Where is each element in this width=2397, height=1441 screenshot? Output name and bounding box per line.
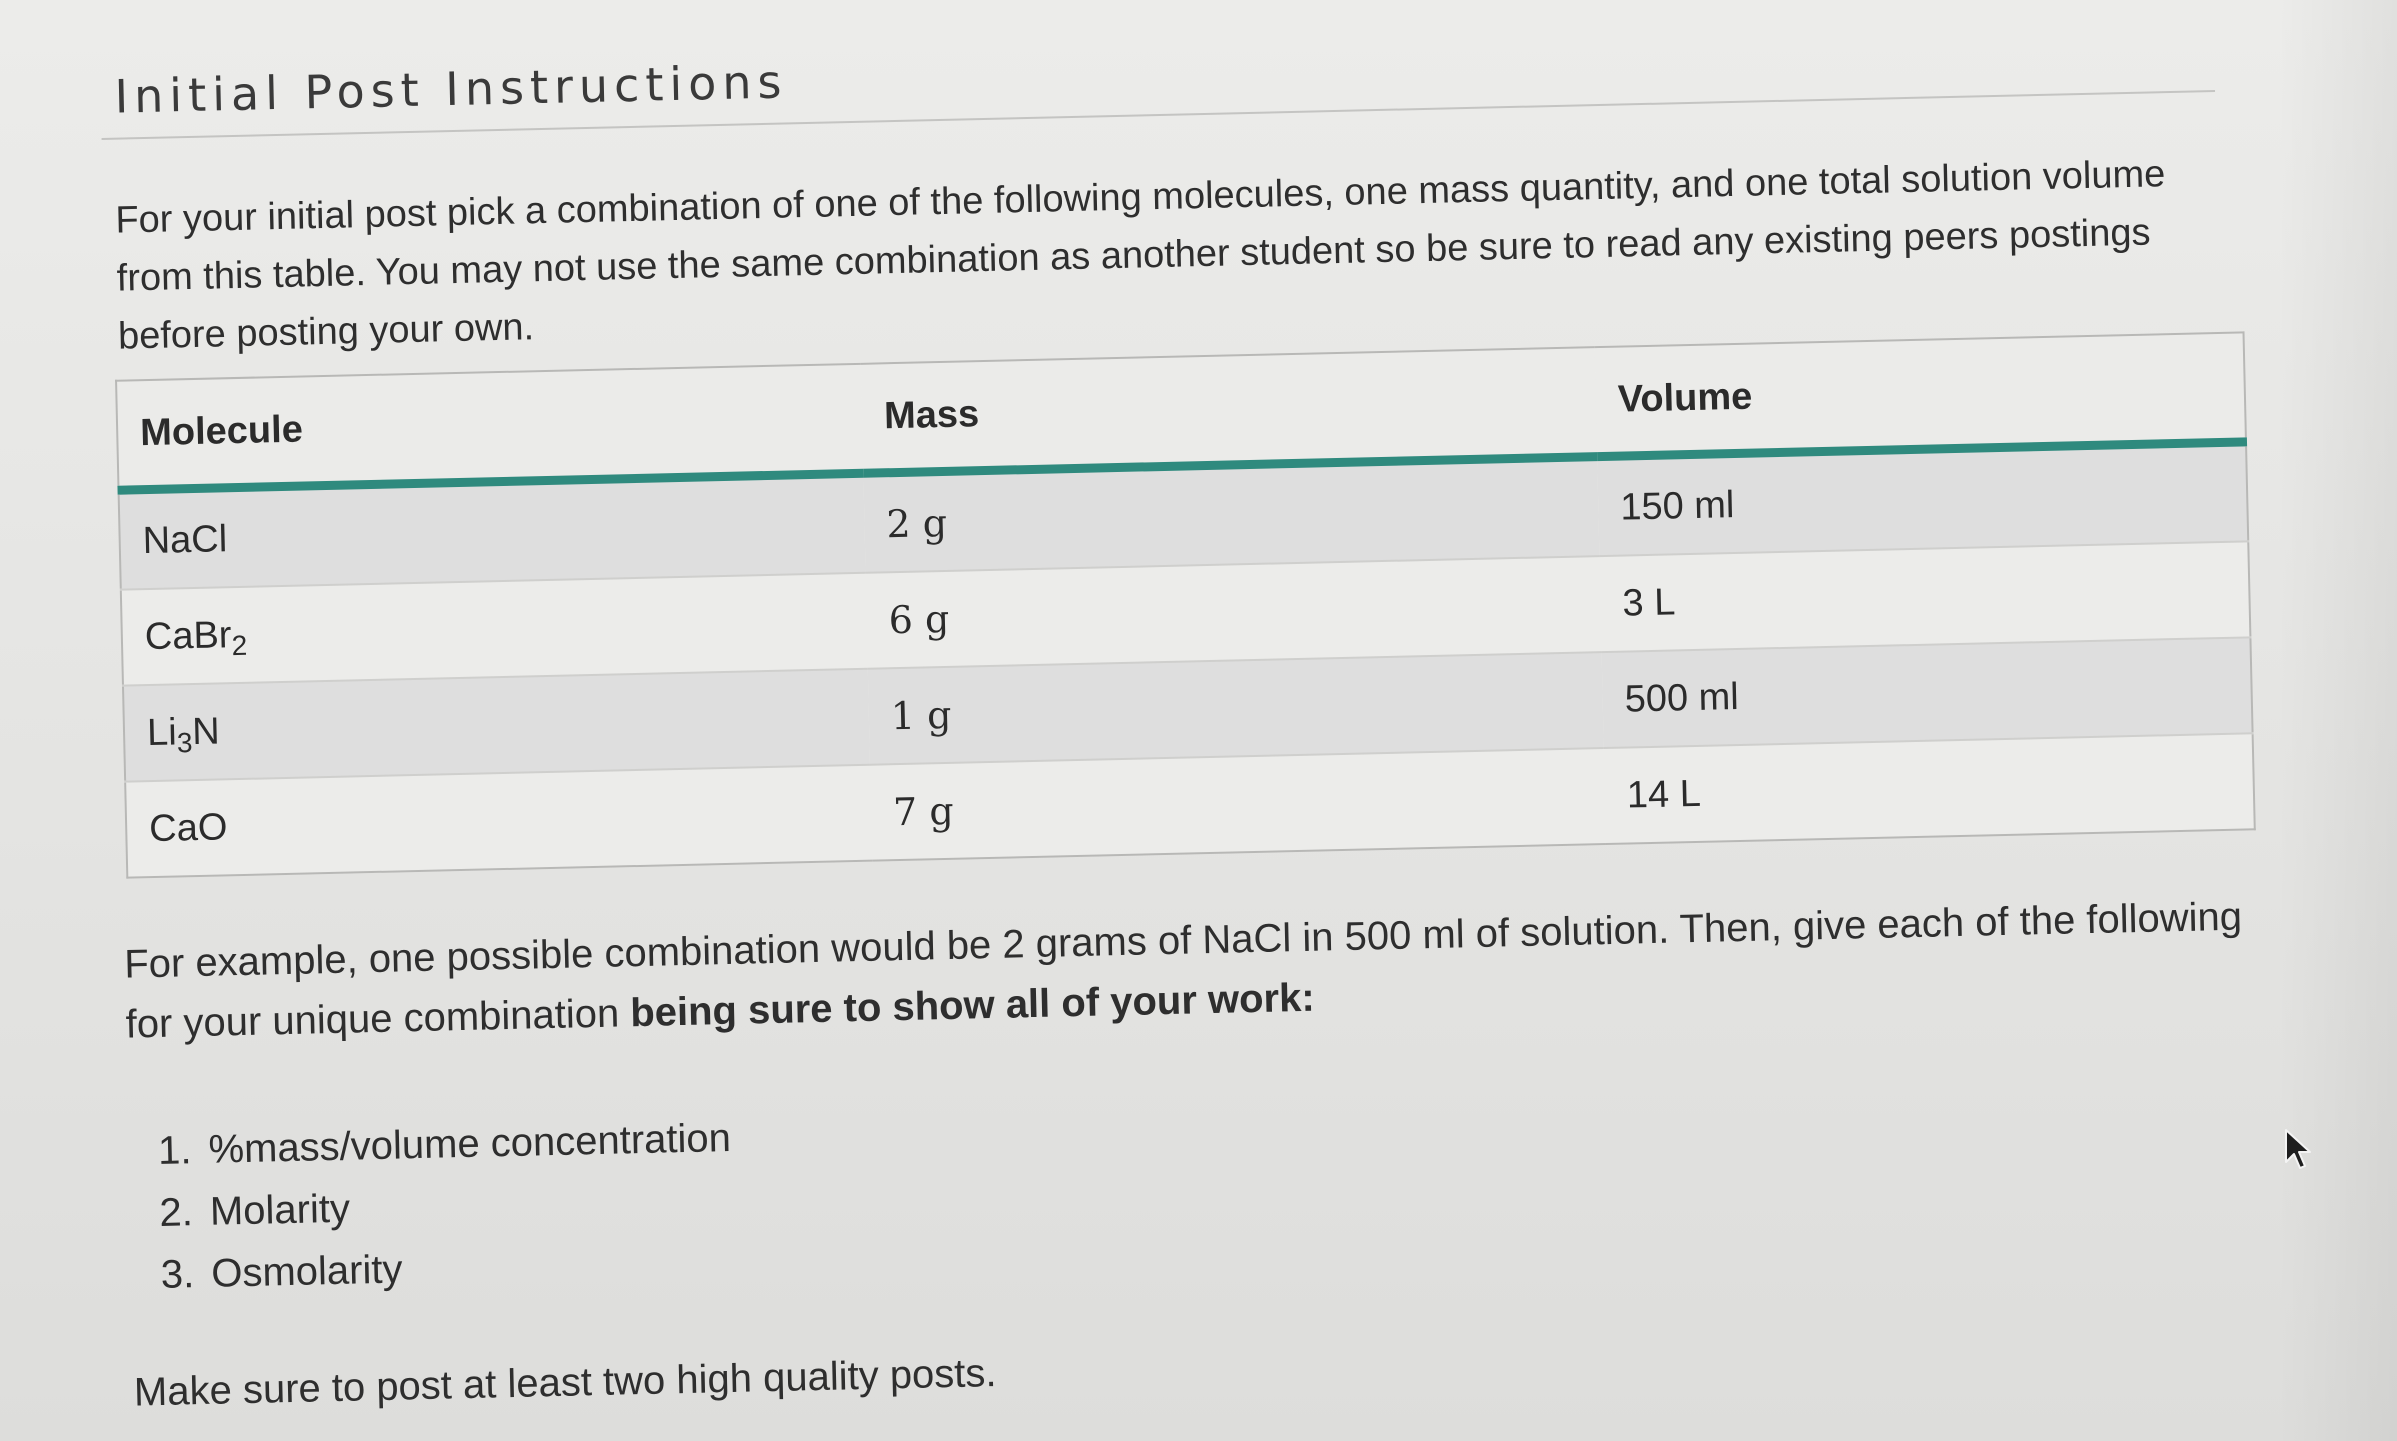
example-bold-text: being sure to show all of your work: bbox=[629, 975, 1316, 1036]
cell-mass: 6 g bbox=[866, 556, 1602, 669]
cell-volume: 500 ml bbox=[1602, 637, 2253, 748]
cell-volume: 14 L bbox=[1604, 733, 2255, 844]
cell-molecule: NaCl bbox=[119, 473, 866, 589]
cell-mass: 1 g bbox=[868, 652, 1604, 765]
cell-mass: 2 g bbox=[863, 457, 1599, 573]
content-area bbox=[100, 21, 2280, 1415]
cell-molecule: CaBr$_2$ bbox=[121, 573, 868, 686]
closing-paragraph: Make sure to post at least two high quality posts. bbox=[133, 1351, 997, 1415]
task-list bbox=[124, 1072, 2278, 1307]
cell-volume: 3 L bbox=[1599, 541, 2250, 652]
list-item: 3. Osmolarity bbox=[205, 1196, 2278, 1305]
example-text: For example, one possible combination would be 2 grams of NaCl in 500 ml of solution. Then, give each of the following for your unique combination bbox=[123, 894, 2243, 1047]
header-mass: Mass bbox=[861, 347, 1597, 473]
cell-molecule: CaO bbox=[125, 765, 872, 878]
molecule-table bbox=[115, 331, 2256, 878]
list-item: 1. %mass/volume concentration bbox=[202, 1072, 2275, 1181]
header-volume: Volume bbox=[1595, 332, 2246, 456]
intro-paragraph: For your initial post pick a combination of one of the following molecules, one mass quantity, and one total solution volume from this table. You may not use the same combination as another student so be sure to read any existing peers postings before posting your own. bbox=[114, 153, 2166, 358]
cell-molecule: $Li_3N$ bbox=[123, 669, 870, 782]
list-item: 2. Molarity bbox=[203, 1134, 2276, 1243]
page-edge-shadow bbox=[2277, 0, 2397, 1441]
header-molecule: Molecule bbox=[116, 364, 863, 490]
mouse-pointer-icon bbox=[2283, 1128, 2313, 1172]
cell-volume: 150 ml bbox=[1597, 442, 2248, 556]
cell-mass: 7 g bbox=[870, 748, 1606, 861]
page-title: Initial Post Instructions bbox=[100, 22, 2215, 140]
example-paragraph bbox=[124, 886, 2276, 1055]
